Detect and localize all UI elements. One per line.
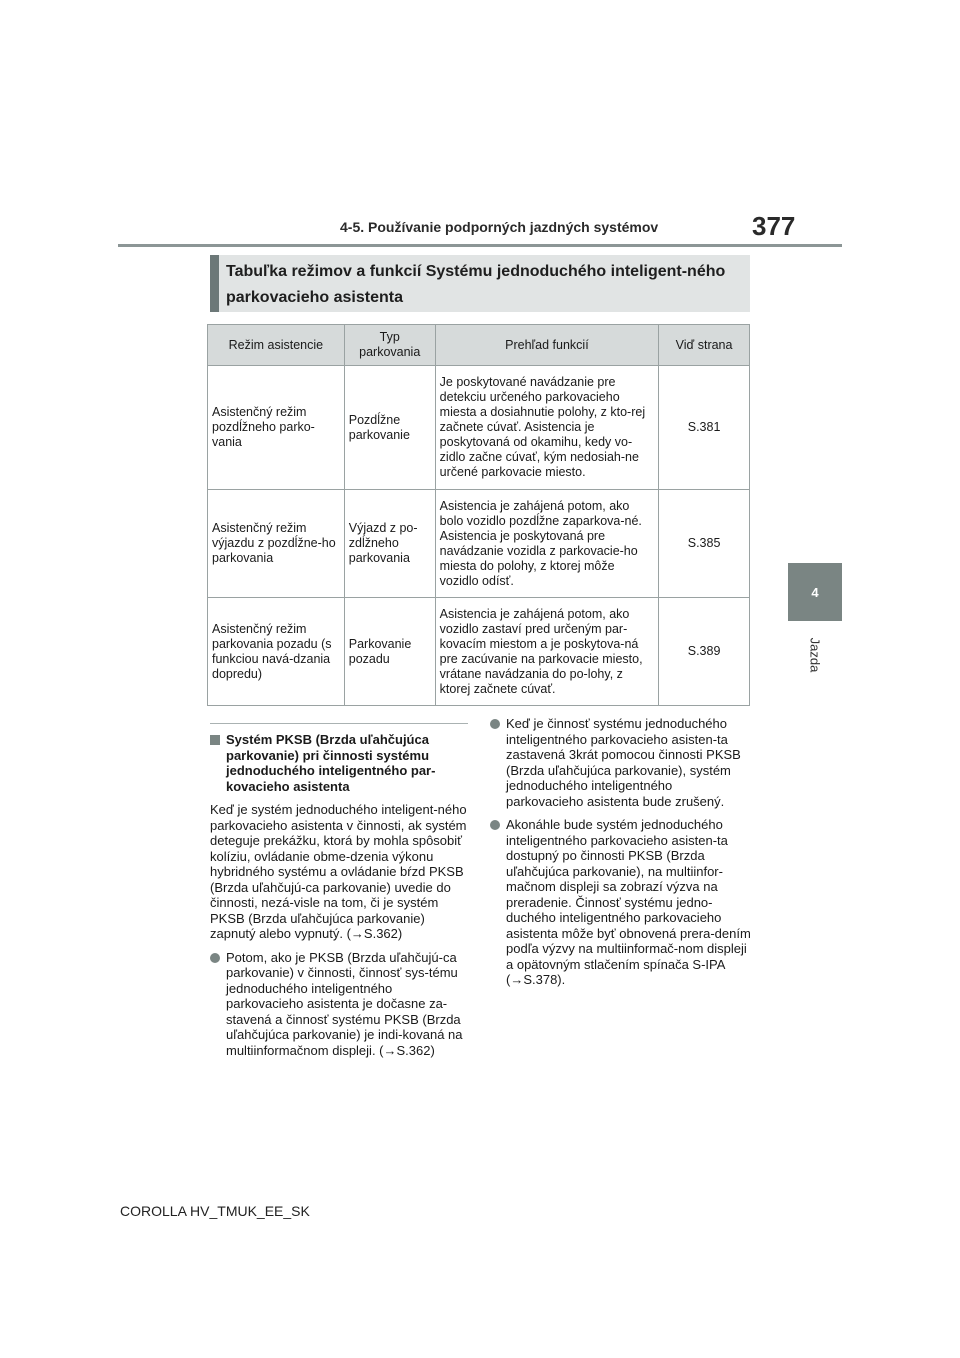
subheading [210,732,472,794]
table-cell: Pozdĺžne parkovanie [344,366,435,490]
subheading-text: Systém PKSB (Brzda uľahčujúca parkovanie) pri činnosti systému jednoduchého inteligentného par-kovacieho asistenta [226,732,436,794]
bullet-item [490,716,752,809]
table-cell: Je poskytované navádzanie pre detekciu určeného parkovacieho miesta a dosiahnutie polohy, z kto-rej začnete cúvať. Asistencia je poskytovaná od okamihu, kedy vo-zidlo začne cúvať, kým nedosiah-ne určené parkovacie miesto. [435,366,658,490]
header-divider [118,244,842,247]
round-bullet-icon [490,820,500,830]
table-row [208,490,750,598]
table-cell: Asistenčný režim výjazdu z pozdĺžne-ho parkovania [208,490,345,598]
page-reference-link[interactable]: S.389 [659,598,750,706]
table-header-row [208,325,750,366]
right-column [490,716,752,996]
bullet-text: Keď je činnosť systému jednoduchého inteligentného parkovacieho asisten-ta zastavená 3krát pomocou činnosti PKSB (Brzda uľahčujúca parkovanie), systém jednoduchého inteligentného parkovacieho asistenta bude zrušený. [506,716,741,809]
page-reference-link[interactable]: S.385 [659,490,750,598]
paragraph: Keď je systém jednoduchého inteligent-ného parkovacieho asistenta v činnosti, ak systém deteguje prekážku, ktorá by mohla spôsobiť kolíziu, ovládanie obme-dzenia výkonu hybridného systému a ovládanie bŕzd PKSB (Brzda uľahčujú-ca parkovanie) uvedie do činnosti, nezá-visle na tom, či je systém PKSB (Brzda uľahčujúca parkovanie) zapnutý alebo vypnutý. (→S.362) [210,802,467,941]
chapter-tab[interactable]: 4 [788,563,842,621]
page-number: 377 [752,211,796,241]
bullet-item [210,950,472,1059]
footer-model-code: COROLLA HV_TMUK_EE_SK [120,1203,310,1219]
table-cell: Asistenčný režim parkovania pozadu (s funkciou navá-dzania dopredu) [208,598,345,706]
table-cell: Parkovanie pozadu [344,598,435,706]
section-title: 4-5. Používanie podporných jazdných systémov [340,219,659,235]
table-header-cell: Režim asistencie [208,325,345,366]
page-reference-link[interactable]: S.381 [659,366,750,490]
modes-table [207,324,750,706]
left-column-divider [210,723,468,724]
table-cell: Asistencia je zahájená potom, ako vozidlo zastaví pred určeným par-kovacím miestom a je poskytova-ná pre zacúvanie na parkovacie miesto, vrátane navádzania do po-lohy, z ktorej začnete cúvať. [435,598,658,706]
chapter-label [793,625,837,685]
table-cell: Výjazd z po-zdĺžneho parkovania [344,490,435,598]
table-row [208,598,750,706]
square-bullet-icon [210,735,220,745]
table-cell: Asistenčný režim pozdĺžneho parko-vania [208,366,345,490]
bullet-text: Akonáhle bude systém jednoduchého inteligentného parkovacieho asisten-ta dostupný po činnosti PKSB (Brzda uľahčujúca parkovanie), na multiinfor-mačnom displeji sa zobrazí výzva na preradenie. Činnosť systému jedno-duchého inteligentného parkovacieho asistenta môže byť obnovená prera-dením podľa výzvy na multiinformač-nom displeji a opätovným stlačením spínača S-IPA (→S.378). [506,817,751,987]
round-bullet-icon [210,953,220,963]
table-header-cell: Typ parkovania [344,325,435,366]
table-header-cell: Prehľad funkcií [435,325,658,366]
heading-accent-bar [210,255,219,312]
table-cell: Asistencia je zahájená potom, ako bolo vozidlo pozdĺžne zaparkova-né. Asistencia je poskytovaná pre navádzanie vozidla z parkovacie-ho miesta do polohy, z ktorej môže vozidlo odísť. [435,490,658,598]
heading-title: Tabuľka režimov a funkcií Systému jednoduchého inteligent-ného parkovacieho asistenta [226,263,726,306]
bullet-item [490,817,752,988]
chapter-label-text: Jazda [807,637,823,673]
left-column [210,732,472,1066]
round-bullet-icon [490,719,500,729]
table-header-cell: Viď strana [659,325,750,366]
bullet-text: Potom, ako je PKSB (Brzda uľahčujú-ca parkovanie) v činnosti, činnosť sys-tému jednoduchého inteligentného parkovacieho asistenta je dočasne za-stavená a činnosť systému PKSB (Brzda uľahčujúca parkovanie) je indi-kovaná na multiinformačnom displeji. (→S.362) [226,949,463,1058]
table-row [208,366,750,490]
